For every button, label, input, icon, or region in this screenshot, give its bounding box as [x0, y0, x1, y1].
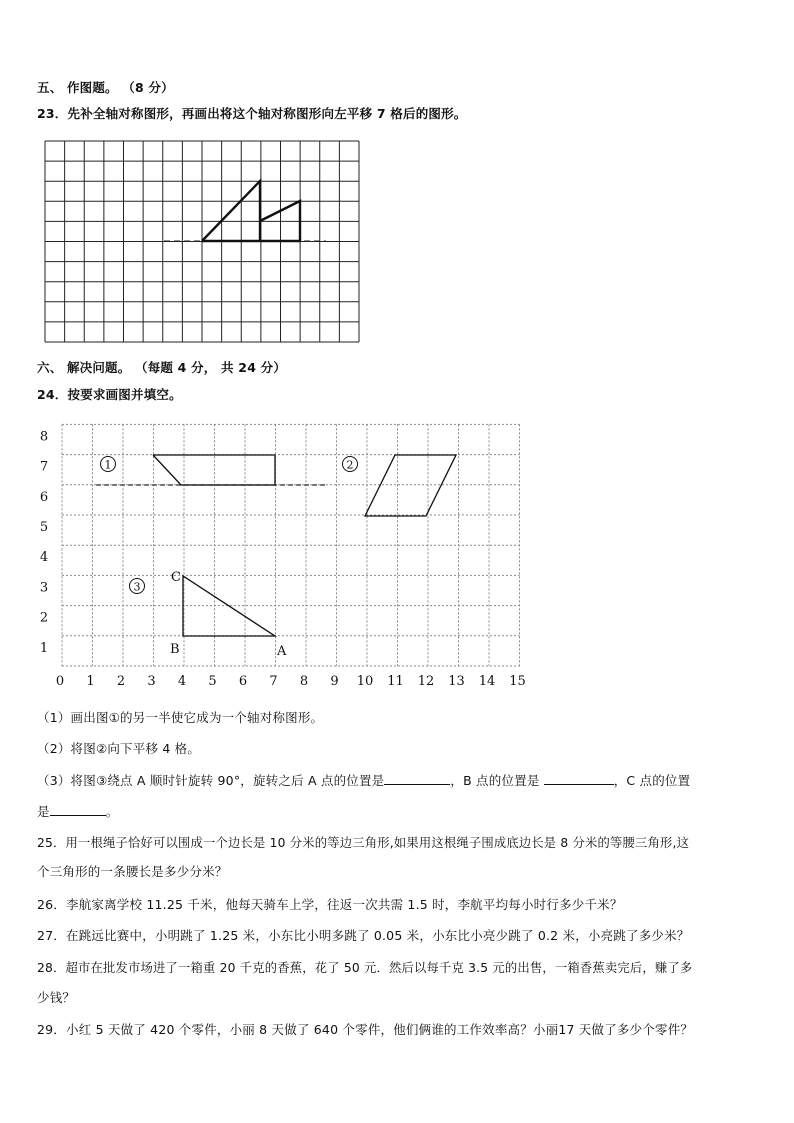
q24-part3-text-a: （3）将图③绕点 A 顺时针旋转 90°，旋转之后 A 点的位置是: [37, 773, 385, 788]
answer-blank-c[interactable]: [50, 803, 106, 816]
x-tick-label: 1: [86, 674, 95, 689]
q24-part3-cont: [37, 802, 118, 820]
question-23: 23．先补全轴对称图形，再画出将这个轴对称图形向左平移 7 格后的图形。: [37, 106, 467, 121]
point-b-label: B: [170, 642, 180, 657]
answer-blank-a[interactable]: [384, 772, 450, 785]
y-tick-label: 6: [39, 489, 49, 505]
x-tick-label: 3: [147, 674, 156, 689]
q24-part3-text-d: 是: [37, 804, 50, 819]
x-tick-label: 8: [299, 674, 309, 689]
question-25-line2: 个三角形的一条腰长是多少分米？: [37, 864, 228, 879]
x-tick-label: 11: [387, 674, 404, 689]
q24-part3-text-b: ，B 点的位置是: [450, 773, 540, 788]
x-tick-label: 7: [269, 674, 278, 689]
answer-blank-b[interactable]: [544, 772, 614, 785]
point-c-label: C: [171, 570, 181, 585]
figure-23-grid: [44, 140, 360, 344]
q24-part3-text-c: ，C 点的位置: [613, 773, 691, 788]
x-tick-label: 15: [509, 674, 526, 689]
question-28-line1: 28．超市在批发市场进了一箱重 20 千克的香蕉，花了 50 元．然后以每千克 3.5 元的出售，一箱香蕉卖完后，赚了多: [37, 961, 693, 975]
x-tick-label: 5: [208, 674, 217, 689]
figure-23-left-triangle: [202, 181, 260, 241]
q24-part3-text-e: 。: [105, 804, 119, 819]
x-tick-label: 4: [177, 674, 187, 689]
x-tick-label: 13: [448, 674, 465, 689]
x-tick-label: 6: [238, 674, 248, 689]
question-26: 26．李航家离学校 11.25 千米，他每天骑车上学，往返一次共需 1.5 时，李航平均每小时行多少千米？: [37, 897, 623, 912]
shape3-number: 3: [133, 580, 141, 594]
figure-24-grid: [30, 415, 540, 695]
x-tick-label: 2: [116, 674, 126, 689]
question-28-line2: 少钱？: [37, 990, 76, 1005]
x-tick-label: 9: [330, 674, 339, 689]
q24-part3: [37, 771, 690, 789]
question-25-line1: 25．用一根绳子恰好可以围成一个边长是 10 分米的等边三角形,如果用这根绳子围成底边长是 8 分米的等腰三角形,这: [37, 836, 690, 850]
shape2-number: 2: [346, 458, 354, 472]
y-tick-label: 8: [39, 429, 49, 445]
y-tick-label: 4: [39, 550, 49, 566]
x-tick-label: 10: [356, 674, 374, 689]
y-tick-label: 5: [39, 520, 49, 535]
shape1-number: 1: [104, 458, 112, 472]
shape3-triangle: [183, 576, 275, 636]
question-24: 24．按要求画图并填空。: [37, 387, 182, 402]
section-five-heading: 五、 作图题。 （8 分）: [37, 80, 174, 95]
question-27: 27．在跳远比赛中，小明跳了 1.25 米，小东比小明多跳了 0.05 米，小东比小亮少跳了 0.2 米，小亮跳了多少米？: [37, 928, 690, 943]
y-tick-label: 1: [39, 640, 49, 656]
section-six-heading: 六、 解决问题。 （每题 4 分， 共 24 分）: [37, 360, 287, 375]
q24-part1: （1）画出图①的另一半使它成为一个轴对称图形。: [37, 710, 324, 725]
question-29: 29．小红 5 天做了 420 个零件，小丽 8 天做了 640 个零件，他们俩谁的工作效率高？小丽17 天做了多少个零件？: [37, 1022, 694, 1037]
y-tick-label: 2: [39, 610, 49, 626]
shape2-parallelogram: [365, 455, 456, 516]
x-tick-label: 0: [55, 674, 65, 689]
x-tick-label: 14: [478, 674, 496, 689]
q24-part2: （2）将图②向下平移 4 格。: [37, 741, 201, 756]
x-tick-label: 12: [417, 674, 435, 689]
y-tick-label: 7: [39, 459, 49, 475]
y-tick-label: 3: [39, 580, 49, 596]
point-a-label: A: [277, 644, 287, 659]
